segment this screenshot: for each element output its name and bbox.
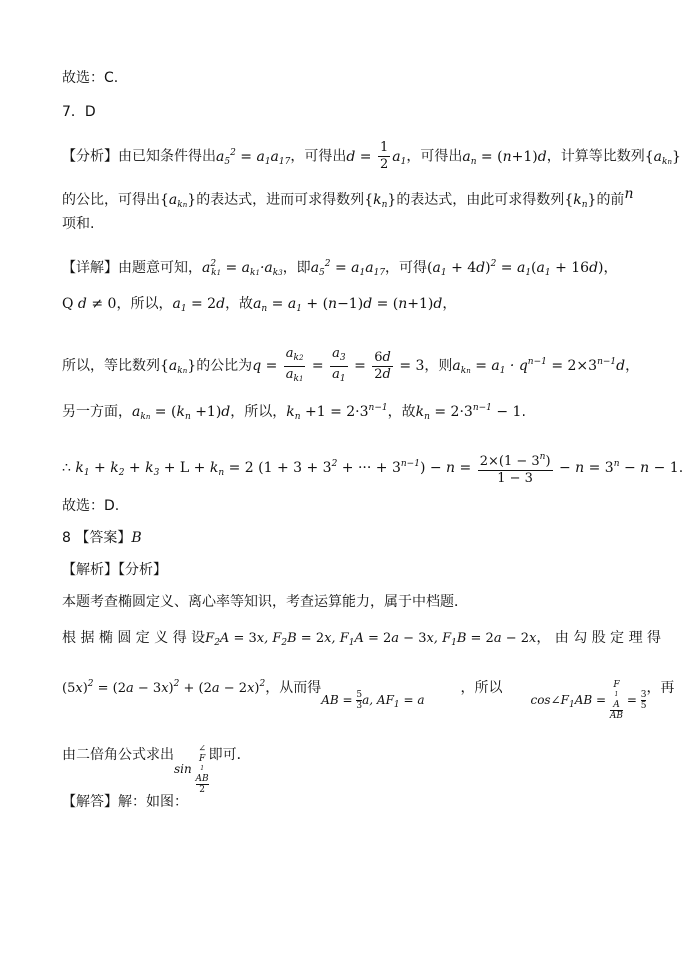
- detail-text-10: ，则: [424, 358, 453, 374]
- solution-label: 【解析】【分析】: [62, 562, 167, 578]
- eq-an-general: $a_n = a_1 + (n-1)d = (n+1)d$: [253, 296, 443, 314]
- solution-text-2: 根 据 椭 圆 定 义 得 设: [62, 630, 206, 646]
- detail-text-1: 由题意可知，: [118, 260, 202, 276]
- eq-sin-half-angle: sin ∠ F 1 AB 2: [174, 744, 209, 795]
- detail-text-16: .: [678, 460, 684, 476]
- eq-ab-af1: AB = $\frac{5}{3}$ a, $AF_1 = a$: [321, 690, 425, 711]
- solution-text-3: ， 由 勾 股 定 理 得: [536, 630, 662, 646]
- solution-text-7: 由二倍角公式求出: [62, 747, 174, 763]
- eq-seq-akn-1: $\{a_{kn}\}$: [644, 148, 681, 167]
- eq-d-nonzero: Q d ≠ 0: [62, 296, 117, 312]
- detail-text-6: ，故: [225, 296, 254, 312]
- detail-text-2: ，即: [282, 260, 311, 276]
- solution-text-1: 本题考查椭圆定义、离心率等知识，考查运算能力，属于中档题．: [62, 594, 468, 610]
- eq-kn-plus-1: $k_n +1 = 2\cdot 3^{n-1}$: [286, 403, 388, 422]
- eq-seq-kn-2: $\{k_n\}$: [564, 192, 597, 210]
- detail-label: 【详解】: [62, 260, 118, 276]
- eq-seq-akn-3: $\{a_{kn}\}$: [160, 358, 197, 376]
- eq-a1-2d: $a_1 = 2d$: [172, 296, 226, 314]
- eq-seq-akn-2: $\{a_{kn}\}$: [160, 192, 197, 210]
- eq-ellipse-lengths: $F_2A = 3x$, $F_2B = 2x$, $F_1A = 2a - 3x$, $F_1B = 2a - 2x$: [205, 631, 537, 648]
- answer-c-text: 故选：C.: [62, 70, 119, 86]
- answer-d-text: 故选：D.: [62, 498, 120, 514]
- question-8-header: [62, 528, 142, 548]
- question-7-header: [62, 102, 96, 122]
- analysis-text-1: 由已知条件得出: [118, 148, 216, 165]
- analysis-text-9: 项和.: [62, 216, 95, 232]
- detail-text-3: ，可得: [385, 260, 428, 276]
- eq-geometric-condition: $(a_1 + 4d)^2 = a_1(a_1 + 16d)$: [427, 259, 604, 278]
- analysis-text-5: 的公比，可得出: [62, 192, 160, 208]
- solution-line-2: [62, 628, 661, 653]
- detail-line-5: [62, 446, 683, 491]
- question-7-label: 7．D: [62, 104, 96, 120]
- solution-line-3: [62, 668, 675, 721]
- analysis-text-3: ，可得出: [406, 148, 463, 165]
- solution-line-5: [62, 792, 188, 812]
- detail-line-1: [62, 254, 618, 283]
- analysis-text-8: 的前: [596, 192, 625, 208]
- eq-akn-kn: $a_{kn} = (k_n +1)d$: [132, 404, 231, 422]
- question-8-answer: B: [131, 530, 142, 546]
- eq-seq-kn-1: $\{k_n\}$: [364, 192, 397, 210]
- eq-akn-formula: $a_{kn} = a_1 \cdot q^{n-1} = 2\times 3^{n-1}d$: [452, 357, 626, 376]
- eq-n: n: [624, 186, 634, 202]
- eq-sum-kn: ∴ $k_1 + k_2 + k_3 + L + k_n = 2$ ($1 + 3 + 3^2$ + ··· + $3^{n-1}) - n$ = $\frac{2\times(1 - 3^n)}{1 - 3}$ − $n = 3^n - n - 1$: [62, 460, 679, 476]
- analysis-label: 【分析】: [62, 148, 118, 165]
- analysis-line-3: [62, 214, 94, 234]
- eq-cos-angle: $\cos\angle F_1AB$ = F 1 A AB = $\frac{3}{5}$: [530, 680, 647, 721]
- detail-line-3: [62, 344, 639, 389]
- detail-text-7: ，: [442, 296, 457, 312]
- detail-text-15: .: [521, 404, 526, 420]
- detail-text-13: ，所以，: [230, 404, 287, 420]
- solution-text-9: 【解答】解：如图：: [62, 794, 188, 810]
- analysis-line-2: [62, 184, 633, 215]
- solution-line-1: [62, 592, 468, 612]
- detail-text-5: ，所以，: [116, 296, 173, 312]
- solution-line-4: [62, 730, 251, 795]
- solution-header: [62, 560, 167, 580]
- detail-text-12: 另一方面，: [62, 404, 132, 420]
- detail-line-2: [62, 294, 456, 319]
- eq-pythagoras: $(5x)^2 = (2a - 3x)^2 + (2a - 2x)^2$: [62, 679, 266, 696]
- detail-line-4: [62, 398, 526, 427]
- question-8-label: 8 【答案】: [62, 530, 132, 546]
- analysis-text-6: 的表达式，进而可求得数列: [196, 192, 365, 208]
- eq-d-half-a1: d = $\frac{1}{2}$ $a_1$: [346, 140, 407, 172]
- detail-text-9: 的公比为: [196, 358, 253, 374]
- detail-text-11: ，: [625, 358, 640, 374]
- detail-text-14: ，故: [387, 404, 416, 420]
- eq-ak1-squared: $a^2_{k1} = a_{k1}\cdot a_{k3}$: [202, 259, 283, 278]
- solution-text-4: ，从而得: [265, 680, 322, 696]
- analysis-text-2: ，可得出: [290, 148, 347, 165]
- solution-text-8: 即可．: [208, 747, 251, 763]
- analysis-line-1: [62, 140, 681, 173]
- eq-kn-final: $k_n = 2\cdot 3^{n-1} - 1$: [415, 403, 522, 422]
- answer-line-c: [62, 68, 118, 88]
- solution-text-6: ，再: [646, 680, 675, 696]
- eq-ratio-q: q = $\frac{a_{k2}}{a_{k1}}$ = $\frac{a_3}{a_1}$ = $\frac{6d}{2d}$ = 3: [252, 345, 425, 384]
- eq-a5-squared: $a_5^2 = a_1a_{17}$: [216, 147, 291, 167]
- analysis-text-7: 的表达式，由此可求得数列: [396, 192, 565, 208]
- detail-text-4: ，: [603, 260, 618, 276]
- eq-a5-squared-2: $a_5^2 = a_1a_{17}$: [310, 259, 386, 278]
- eq-an: $a_n = (n+1)d$: [462, 148, 547, 167]
- detail-text-8: 所以，等比数列: [62, 358, 160, 374]
- analysis-text-4: ，计算等比数列: [546, 148, 645, 165]
- answer-line-d: [62, 496, 119, 516]
- solution-text-5: ，所以: [460, 680, 503, 696]
